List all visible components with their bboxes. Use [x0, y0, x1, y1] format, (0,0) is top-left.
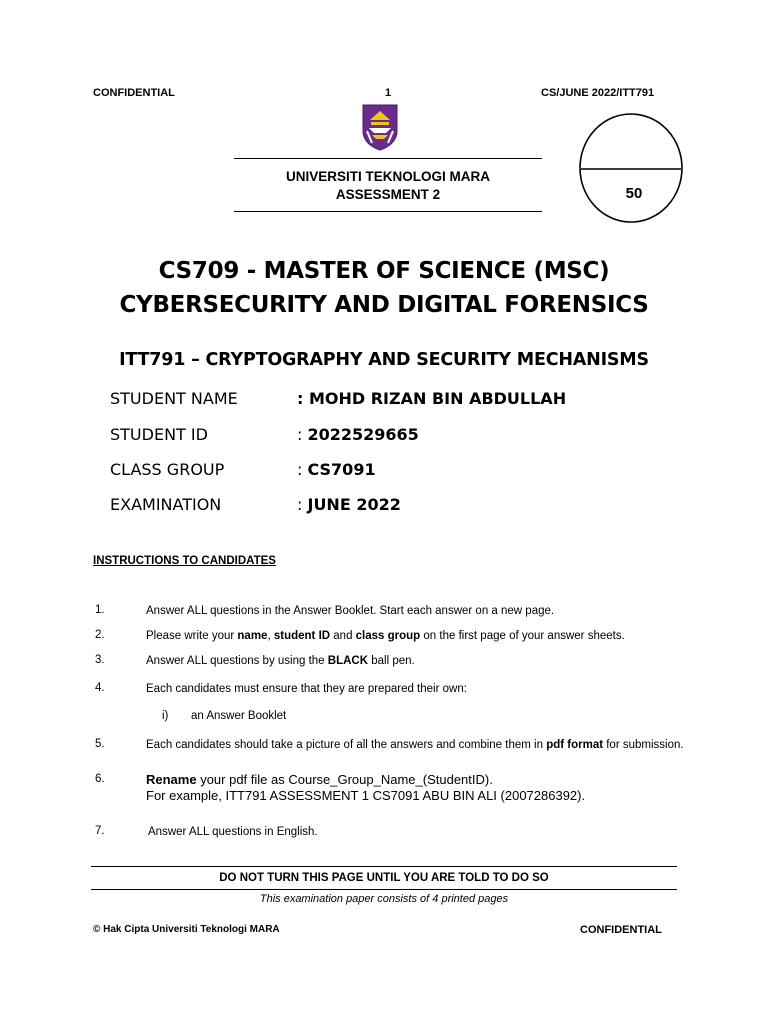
- course-title: ITT791 – CRYPTOGRAPHY AND SECURITY MECHANISMS: [119, 350, 649, 370]
- instruction-number: 5.: [95, 738, 105, 750]
- student-id-separator: :: [297, 425, 308, 444]
- notice-text: DO NOT TURN THIS PAGE UNTIL YOU ARE TOLD TO DO SO: [219, 872, 549, 884]
- instructions-heading: INSTRUCTIONS TO CANDIDATES: [93, 555, 276, 567]
- instruction-fragment: on the first page of your answer sheets.: [420, 630, 625, 642]
- student-name-label: STUDENT NAME: [110, 389, 238, 408]
- score-circle: [578, 112, 684, 224]
- instruction-text: [146, 654, 686, 668]
- copyright-text: © Hak Cipta Universiti Teknologi MARA: [93, 924, 280, 935]
- instruction-fragment: ball pen.: [368, 655, 415, 667]
- instruction-emphasis: Rename: [146, 772, 197, 787]
- instruction-number: 7.: [95, 825, 105, 837]
- student-id-value: 2022529665: [307, 425, 419, 444]
- printed-pages-note: This examination paper consists of 4 printed pages: [259, 893, 509, 905]
- university-name: UNIVERSITI TEKNOLOGI MARA: [285, 169, 490, 184]
- examination-field: [297, 495, 401, 514]
- header-confidential: CONFIDENTIAL: [93, 87, 175, 99]
- page-number: 1: [385, 87, 392, 99]
- instruction-text: Each candidates must ensure that they are prepared their own:: [146, 683, 467, 695]
- instruction-text: [146, 772, 686, 804]
- class-group-field: [297, 460, 376, 479]
- programme-title-line2: CYBERSECURITY AND DIGITAL FORENSICS: [119, 292, 649, 318]
- instruction-number: 4.: [95, 682, 105, 694]
- header-course-code: CS/JUNE 2022/ITT791: [541, 87, 655, 99]
- instruction-text: [146, 629, 686, 643]
- class-group-separator: :: [297, 460, 308, 479]
- instruction-emphasis: class group: [355, 630, 421, 642]
- class-group-value: CS7091: [307, 460, 376, 479]
- assessment-title: ASSESSMENT 2: [335, 187, 441, 202]
- examination-value: JUNE 2022: [307, 495, 401, 514]
- instruction-number: 1.: [95, 604, 105, 616]
- sub-item-number: i): [162, 710, 169, 722]
- examination-separator: :: [297, 495, 308, 514]
- title-bottom-rule: [234, 211, 542, 212]
- instruction-fragment: your pdf file as Course_Group_Name_(StudentID).: [196, 772, 493, 787]
- total-marks: 50: [625, 185, 643, 202]
- university-crest-logo: [361, 103, 399, 151]
- instruction-emphasis: student ID: [273, 630, 331, 642]
- student-id-field: [297, 425, 419, 444]
- instruction-text: Answer ALL questions in the Answer Booklet. Start each answer on a new page.: [146, 605, 555, 617]
- title-top-rule: [234, 158, 542, 159]
- student-name-value: : MOHD RIZAN BIN ABDULLAH: [297, 389, 567, 408]
- examination-label: EXAMINATION: [110, 495, 222, 514]
- instruction-number: 3.: [95, 654, 105, 666]
- instruction-fragment: Each candidates should take a picture of all the answers and combine them in: [146, 739, 547, 751]
- instruction-emphasis: pdf format: [546, 739, 604, 751]
- instruction-fragment: Answer ALL questions by using the: [146, 655, 328, 667]
- notice-bottom-rule: [91, 889, 677, 890]
- instruction-fragment: Please write your: [146, 630, 238, 642]
- student-id-label: STUDENT ID: [110, 425, 208, 444]
- instruction-fragment: and: [330, 630, 356, 642]
- instruction-number: 6.: [95, 773, 105, 785]
- sub-item-text: an Answer Booklet: [191, 710, 287, 722]
- instruction-fragment: ,: [267, 630, 274, 642]
- instruction-emphasis: name: [237, 630, 268, 642]
- instruction-emphasis: BLACK: [327, 655, 369, 667]
- footer-confidential: CONFIDENTIAL: [580, 924, 662, 936]
- class-group-label: CLASS GROUP: [110, 460, 225, 479]
- instruction-text: Answer ALL questions in English.: [148, 826, 318, 838]
- instruction-example: For example, ITT791 ASSESSMENT 1 CS7091 ABU BIN ALI (2007286392).: [146, 788, 586, 803]
- notice-top-rule: [91, 866, 677, 867]
- instruction-number: 2.: [95, 629, 105, 641]
- instruction-text: [146, 738, 686, 752]
- programme-title-line1: CS709 - MASTER OF SCIENCE (MSC): [158, 258, 610, 284]
- instruction-fragment: for submission.: [603, 739, 684, 751]
